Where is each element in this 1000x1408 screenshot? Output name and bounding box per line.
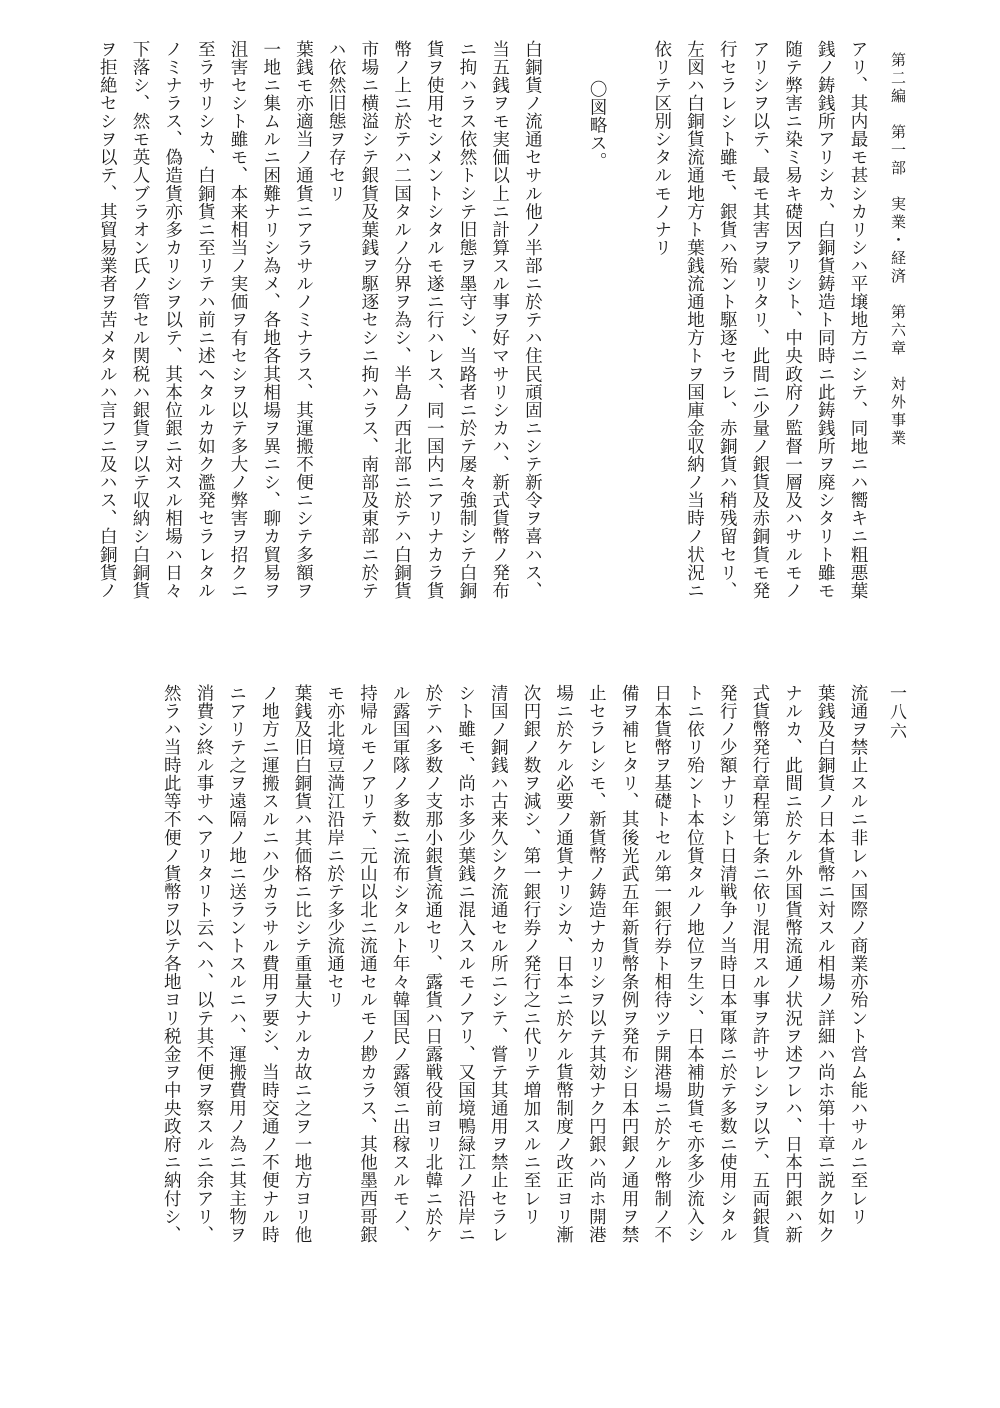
text-line: 市場ニ横溢シテ銀貨及葉銭ヲ駆逐セシニ拘ハラス、南部及東部ニ於テ (358, 40, 379, 600)
text-line: シト雖モ、尚ホ多少葉銭ニ混入スルモノアリ、又国境鴨緑江ノ沿岸ニ (455, 684, 476, 1244)
text-line: 場ニ於ケル必要ノ通貨ナリシカ、日本ニ於ケル貨幣制度ノ改正ヨリ漸 (553, 684, 574, 1244)
text-line: 下落シ、然モ英人ブラオン氏ノ管セル関税ハ銀貨ヲ以テ収納シ白銅貨 (129, 40, 150, 600)
text-line: 式貨幣発行章程第七条ニ依リ混用スル事ヲ許サレシヲ以テ、五両銀貨 (749, 684, 770, 1244)
text-line: 葉銭及白銅貨ノ日本貨幣ニ対スル相場ノ詳細ハ尚ホ第十章ニ説ク如ク (815, 684, 836, 1244)
text-line: アリ、其内最モ甚シカリシハ平壌地方ニシテ、同地ニハ嚮キニ粗悪葉 (848, 40, 868, 600)
running-header: 第二編 第一部 実業・経済 第六章 対外事業 (889, 52, 907, 448)
text-line: 備ヲ補ヒタリ、其後光武五年新貨幣条例ヲ発布シ日本円銀ノ通用ヲ禁 (619, 684, 640, 1244)
lower-text-block (72, 684, 874, 1324)
text-line: 貨ヲ使用セシメントシタルモ遂ニ行ハレス、同一国内ニアリナカラ貨 (424, 40, 445, 600)
text-line: 消費シ終ル事サヘアリタリト云ヘハ、以テ其不便ヲ察スルニ余アリ、 (193, 684, 214, 1244)
text-line: 清国ノ銅銭ハ古来久シク流通セル所ニシテ、嘗テ其通用ヲ禁止セラレ (488, 684, 509, 1244)
text-line: 沮害セシト雖モ、本来相当ノ実価ヲ有セシヲ以テ多大ノ弊害ヲ招クニ (228, 40, 249, 600)
text-line: 左図ハ白銅貨流通地方ト葉銭流通地方トヲ国庫金収納ノ当時ノ状況ニ (684, 40, 705, 600)
text-line: 止セラレシモ、新貨幣ノ鋳造ナカリシヲ以テ其効ナク円銀ハ尚ホ開港 (586, 684, 607, 1244)
text-line: 葉銭モ亦適当ノ通貨ニアラサルノミナラス、其運搬不便ニシテ多額ヲ (293, 40, 314, 600)
text-line: ハ依然旧態ヲ存セリ (326, 40, 347, 203)
text-line: モ亦北境豆満江沿岸ニ於テ多少流通セリ (324, 684, 345, 1009)
text-line: ナルカ、此間ニ於ケル外国貨幣流通ノ状況ヲ述フレハ、日本円銀ハ新 (782, 684, 803, 1244)
text-line: 随テ弊害ニ染ミ易キ礎因アリシト、中央政府ノ監督一層及ハサルモノ (782, 40, 803, 600)
text-line: 至ラサリシカ、白銅貨ニ至リテハ前ニ述ヘタルカ如ク濫発セラレタル (195, 40, 216, 600)
upper-text-block (72, 40, 874, 660)
text-line: 行セラレシト雖モ、銀貨ハ殆ント駆逐セラレ、赤銅貨ハ稍残留セリ、 (717, 40, 738, 600)
text-line: ニ拘ハラス依然トシテ旧態ヲ墨守シ、当路者ニ於テ屡々強制シテ白銅 (456, 40, 477, 600)
text-line: ノ地方ニ運搬スルニハ少カラサル費用ヲ要シ、当時交通ノ不便ナル時 (259, 684, 280, 1244)
text-line: 流通ヲ禁止スルニ非レハ国際ノ商業亦殆ント営ム能ハサルニ至レリ (848, 684, 868, 1226)
text-line: ノミナラス、偽造貨亦多カリシヲ以テ、其本位銀ニ対スル相場ハ日々 (162, 40, 183, 600)
text-line: 幣ノ上ニ於テハ二国タルノ分界ヲ為シ、半島ノ西北部ニ於テハ白銅貨 (391, 40, 412, 600)
text-line: ヲ拒絶セシヲ以テ、其貿易業者ヲ苦メタルハ言フニ及ハス、白銅貨ノ (97, 40, 118, 600)
text-line: ニアリテ之ヲ遠隔ノ地ニ送ラントスルニハ、運搬費用ノ為ニ其主物ヲ (226, 684, 247, 1244)
text-line: 然ラハ当時此等不便ノ貨幣ヲ以テ各地ヨリ税金ヲ中央政府ニ納付シ、 (161, 684, 182, 1244)
page-number: 一八六 (886, 684, 906, 741)
text-line: アリシヲ以テ、最モ其害ヲ蒙リタリ、此間ニ少量ノ銀貨及赤銅貨モ発 (749, 40, 770, 600)
text-line: 当五銭ヲモ実価以上ニ計算スル事ヲ好マサリシカハ、新式貨幣ノ発布 (489, 40, 510, 600)
text-line: 一地ニ集ムルニ困難ナリシ為メ、各地各其相場ヲ異ニシ、聊カ貿易ヲ (260, 40, 281, 600)
text-line: 日本貨幣ヲ基礎トセル第一銀行券ト相待ツテ開港場ニ於ケル幣制ノ不 (651, 684, 672, 1244)
text-line: ル露国軍隊ノ多数ニ流布シタルト年々韓国民ノ露領ニ出稼スルモノ、 (390, 684, 411, 1244)
figure-note: 〇図略ス。 (587, 80, 608, 171)
text-line: 銭ノ鋳銭所アリシカ、白銅貨鋳造ト同時ニ此鋳銭所ヲ廃シタリト雖モ (815, 40, 836, 600)
text-line: 於テハ多数ノ支那小銀貨流通セリ、露貨ハ日露戦役前ヨリ北韓ニ於ケ (422, 684, 443, 1244)
line-spacer (613, 40, 645, 660)
text-line: 依リテ区別シタルモノナリ (651, 40, 672, 257)
text-line: 葉銭及旧白銅貨ハ其価格ニ比シテ重量大ナルカ故ニ之ヲ一地方ヨリ他 (292, 684, 313, 1244)
text-line: トニ依リ殆ント本位貨タルノ地位ヲ生シ、日本補助貨モ亦多少流入シ (684, 684, 705, 1244)
text-line: 発行ノ少額ナリシト日清戦争ノ当時日本軍隊ニ於テ多数ニ使用シタル (717, 684, 738, 1244)
text-line: 次円銀ノ数ヲ減シ、第一銀行券ノ発行之ニ代リテ増加スルニ至レリ (520, 684, 541, 1226)
line-spacer (548, 40, 580, 660)
text-line: 持帰ルモノアリテ、元山以北ニ流通セルモノ尠カラス、其他墨西哥銀 (357, 684, 378, 1244)
text-line: 白銅貨ノ流通セサル他ノ半部ニ於テハ住民頑固ニシテ新令ヲ喜ハス、 (522, 40, 543, 600)
